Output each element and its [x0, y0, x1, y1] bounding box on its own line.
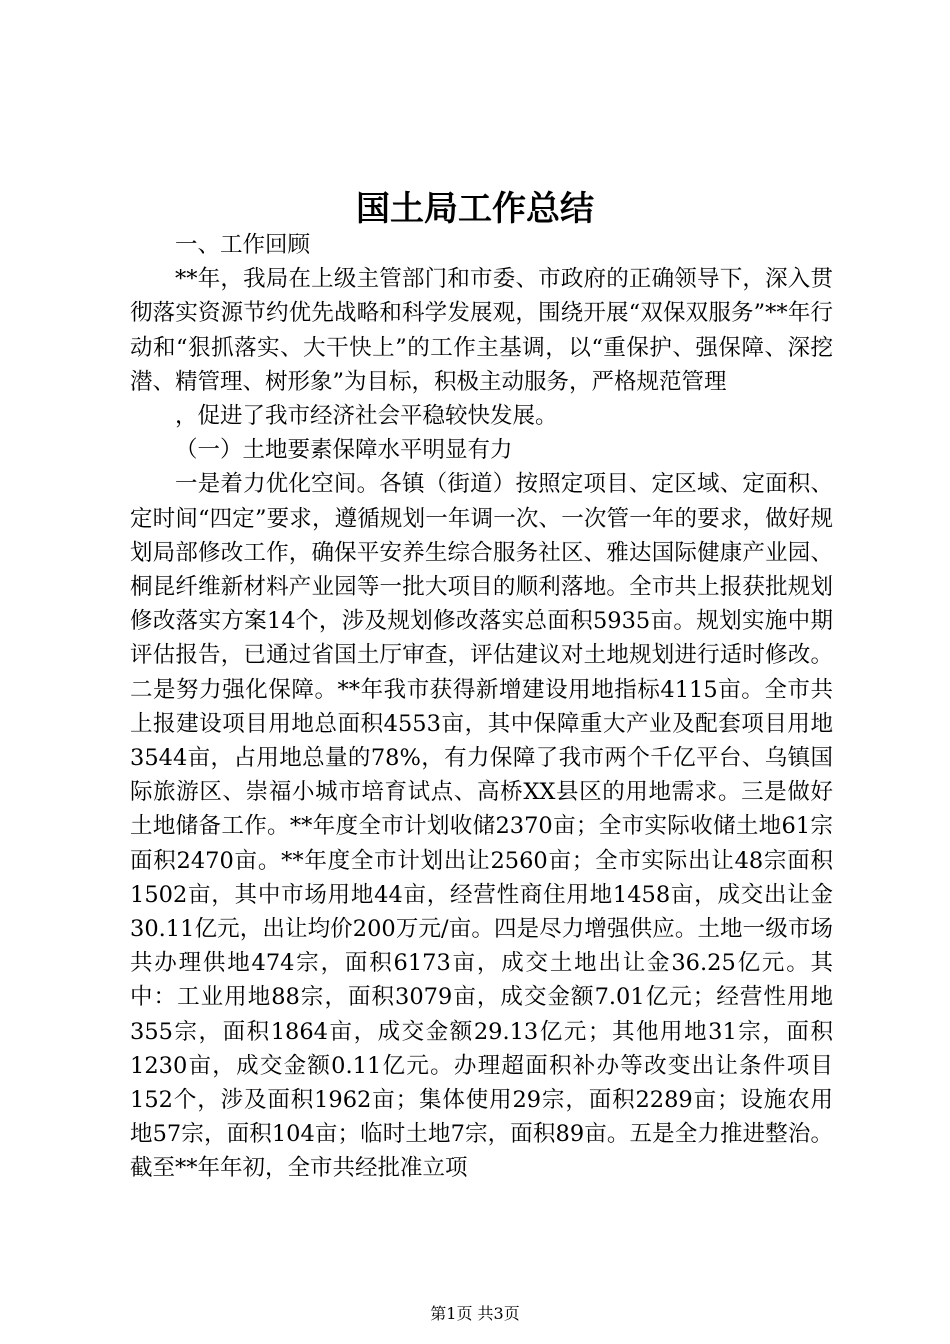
paragraph: ，促进了我市经济社会平稳较快发展。 — [175, 403, 558, 430]
section-heading: 一、工作回顾 — [175, 232, 311, 258]
paragraph: **年，我局在上级主管部门和市委、市政府的正确领导下，深入贯彻落实资源节约优先战略和科学发展观，围绕开展“双保双服务”**年行动和“狠抓落实、大干快上”的工作主基调，以“重保护、强保障、深挖潜、精管理、树形象”为目标，积极主动服务，严格规范管理 — [130, 266, 833, 395]
page-footer: 第1页 共3页 — [430, 1304, 520, 1323]
subsection-heading: （一）土地要素保障水平明显有力 — [175, 437, 513, 464]
paragraph: 一是着力优化空间。各镇（街道）按照定项目、定区域、定面积、定时间“四定”要求，遵循规划一年调一次、一次管一年的要求，做好规划局部修改工作，确保平安养生综合服务社区、雅达国际健康产业园、桐昆纤维新材料产业园等一批大项目的顺利落地。全市共上报获批规划修改落实方案14个，涉及规划修改落实总面积5935亩。规划实施中期评估报告，已通过省国土厅审查，评估建议对土地规划进行适时修改。二是努力强化保障。**年我市获得新增建设用地指标4115亩。全市共上报建设项目用地总面积4553亩，其中保障重大产业及配套项目用地3544亩，占用地总量的78%，有力保障了我市两个千亿平台、乌镇国际旅游区、崇福小城市培育试点、高桥XX县区的用地需求。三是做好土地储备工作。**年度全市计划收储2370亩；全市实际收储土地61宗面积2470亩。**年度全市计划出让2560亩；全市实际出让48宗面积1502亩，其中市场用地44亩，经营性商住用地1458亩，成交出让金30.11亿元，出让均价200万元/亩。四是尽力增强供应。土地一级市场共办理供地474宗，面积6173亩，成交土地出让金36.25亿元。其中：工业用地88宗，面积3079亩，成交金额7.01亿元；经营性用地355宗，面积1864亩，成交金额29.13亿元；其他用地31宗，面积1230亩，成交金额0.11亿元。办理超面积补办等改变出让条件项目152个，涉及面积1962亩；集体使用29宗，面积2289亩；设施农用地57宗，面积104亩；临时土地7宗，面积89亩。五是全力推进整治。截至**年年初，全市共经批准立项 — [130, 471, 833, 1182]
document-title: 国土局工作总结 — [356, 189, 594, 229]
document-body — [130, 228, 833, 1186]
